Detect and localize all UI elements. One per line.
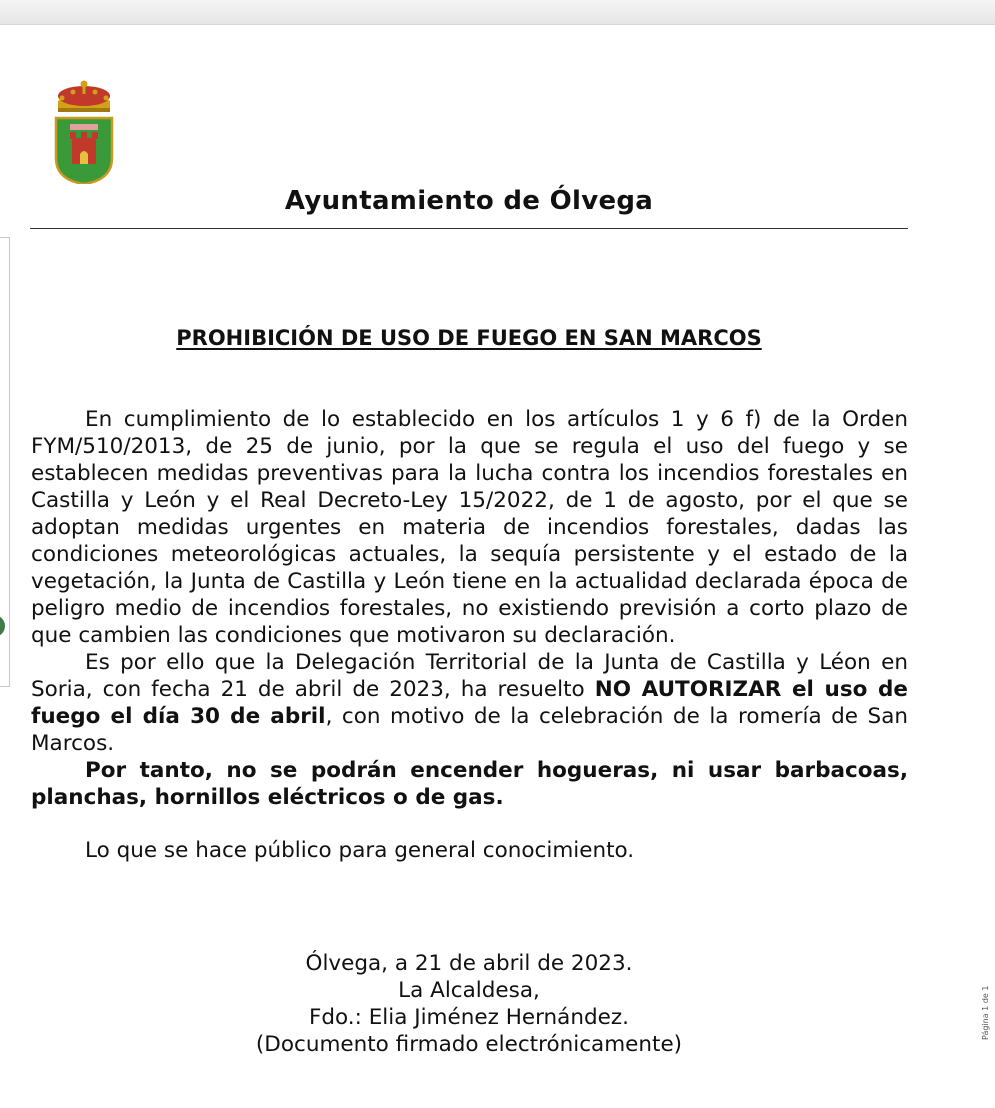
resolution-text-start: Es por ello que la Delegación Territorial de la Junta de Castilla y Léon en Soria, con fecha 21 de abril de 2023, ha resuelto xyxy=(31,650,908,702)
resolution-text-end: , con motivo de la celebración de la romería de San Marcos. xyxy=(31,704,908,756)
paragraph-prohibition: Por tanto, no se podrán encender hogueras, ni usar barbacoas, planchas, hornillos eléctricos o de gas. xyxy=(31,758,908,810)
signer-role: La Alcaldesa, xyxy=(398,978,540,1003)
paragraph-legal-basis: En cumplimiento de lo establecido en los artículos 1 y 6 f) de la Orden FYM/510/2013, de 25 de junio, por la que se regula el uso del fuego y se establecen medidas preventivas para la lucha contra los incendios forestales en Castilla y León y el Real Decreto-Ley 15/2022, de 1 de agosto, por el que se adoptan medidas urgentes en materia de incendios forestales, dadas las condiciones meteorológicas actuales, la sequía persistente y el estado de la vegetación, la Junta de Castilla y León tiene en la actualidad declarada época de peligro medio de incendios forestales, no existiendo previsión a corto plazo de que cambien las condiciones que motivaron su declaración. xyxy=(31,407,908,648)
signer-name: Fdo.: Elia Jiménez Hernández. xyxy=(309,1005,629,1030)
coat-of-arms-icon xyxy=(52,80,116,184)
document-title-text: PROHIBICIÓN DE USO DE FUEGO EN SAN MARCOS xyxy=(176,326,762,350)
municipality-heading: Ayuntamiento de Ólvega xyxy=(284,186,654,216)
paragraph-resolution xyxy=(31,649,908,757)
header-divider xyxy=(30,228,908,229)
signature-note: (Documento firmado electrónicamente) xyxy=(255,1032,683,1057)
closing-block xyxy=(30,950,908,1058)
page-indicator: Página 1 de 1 xyxy=(981,985,990,1040)
viewer-top-bar xyxy=(0,0,995,25)
paragraph-publication: Lo que se hace público para general conocimiento. xyxy=(85,838,635,863)
place-date: Ólvega, a 21 de abril de 2023. xyxy=(305,951,633,976)
document-title xyxy=(30,326,908,350)
resolution-emphasis: NO AUTORIZAR el uso de fuego el día 30 de abril xyxy=(31,677,909,729)
document-body xyxy=(31,406,908,864)
